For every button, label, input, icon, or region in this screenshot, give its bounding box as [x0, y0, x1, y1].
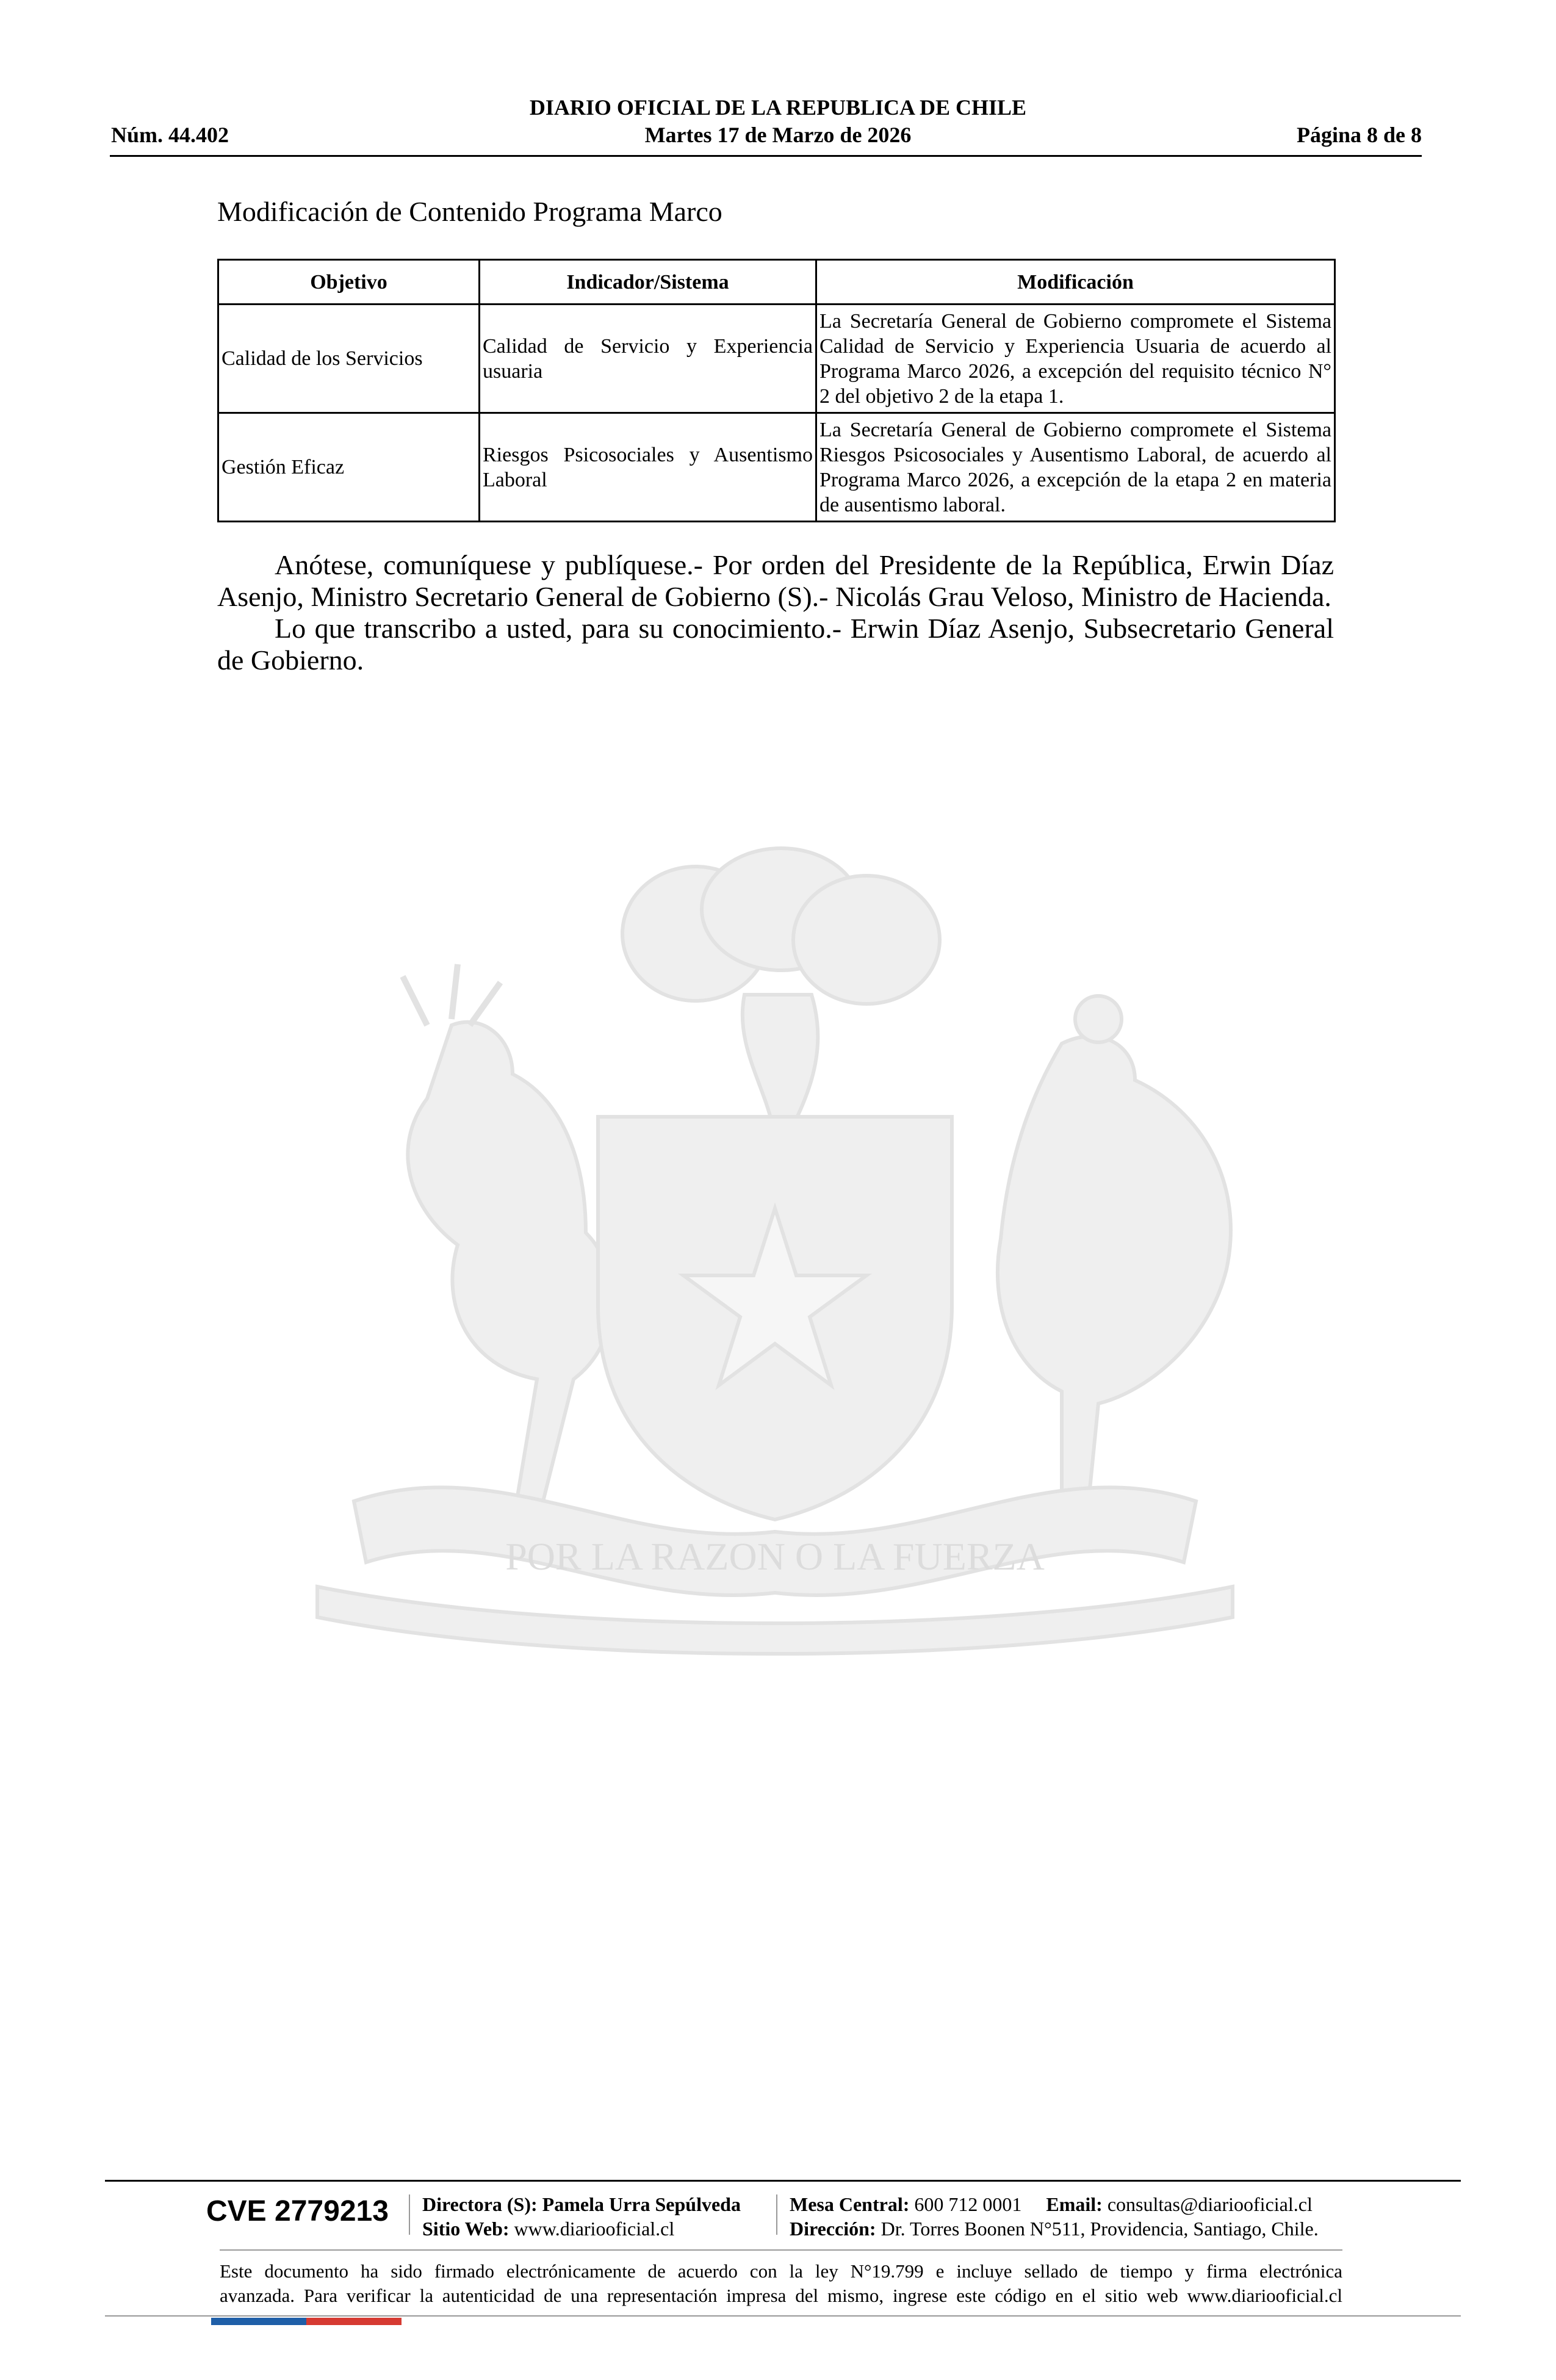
issue-date: Martes 17 de Marzo de 2026	[644, 123, 912, 147]
footer-separator	[409, 2194, 410, 2235]
footer-divider	[220, 2249, 1342, 2251]
address-label: Dirección:	[790, 2218, 876, 2240]
closing-paragraph-1: Anótese, comuníquese y publíquese.- Por orden del Presidente de la República, Erwin Díaz Asenjo, Ministro Secretario General de Gobierno (S).- Nicolás Grau Veloso, Ministro de Hacienda.	[217, 549, 1334, 612]
legal-line-2: avanzada. Para verificar la autenticidad de una representación impresa del mismo, ingrese este código en el sitio web www.diariooficial.cl	[220, 2285, 1342, 2306]
contact-line	[790, 2193, 1313, 2216]
footer-divider	[105, 2315, 1461, 2317]
legal-line-1: Este documento ha sido firmado electrónicamente de acuerdo con la ley N°19.799 e incluye sellado de tiempo y firma electrónica	[220, 2260, 1342, 2282]
modification-table	[217, 259, 1336, 522]
phone-label: Mesa Central:	[790, 2193, 910, 2215]
header-divider	[110, 155, 1422, 157]
flag-bar-blue	[211, 2318, 306, 2325]
cell-modificacion: La Secretaría General de Gobierno compromete el Sistema Riesgos Psicosociales y Ausentismo Laboral, de acuerdo al Programa Marco 2026, a excepción de la etapa 2 en materia de ausentismo laboral.	[816, 413, 1335, 522]
table-row	[218, 413, 1335, 522]
legal-notice	[220, 2259, 1342, 2308]
header-objetivo: Objetivo	[218, 260, 480, 305]
footer-divider	[105, 2180, 1461, 2182]
website-line	[422, 2218, 674, 2240]
address-line	[790, 2218, 1319, 2240]
header-modificacion: Modificación	[816, 260, 1335, 305]
page-number: Página 8 de 8	[1296, 123, 1422, 147]
footer-separator	[776, 2194, 777, 2235]
header-indicador: Indicador/Sistema	[480, 260, 816, 305]
closing-paragraph-2: Lo que transcribo a usted, para su conocimiento.- Erwin Díaz Asenjo, Subsecretario General de Gobierno.	[217, 613, 1334, 676]
website-link[interactable]: www.diariooficial.cl	[514, 2218, 675, 2240]
director-line	[422, 2193, 741, 2216]
flag-bar-red	[306, 2318, 402, 2325]
coat-of-arms-watermark	[195, 842, 1355, 1684]
director-name: Pamela Urra Sepúlveda	[542, 2193, 741, 2215]
crest-motto: POR LA RAZON O LA FUERZA	[505, 1535, 1045, 1578]
cell-indicador: Riesgos Psicosociales y Ausentismo Laboral	[480, 413, 816, 522]
table-header-row	[218, 260, 1335, 305]
phone-number: 600 712 0001	[914, 2193, 1022, 2215]
director-label: Directora (S):	[422, 2193, 538, 2215]
website-label: Sitio Web:	[422, 2218, 510, 2240]
email-link[interactable]: consultas@diariooficial.cl	[1107, 2193, 1313, 2215]
cell-objetivo: Gestión Eficaz	[218, 413, 480, 522]
section-title: Modificación de Contenido Programa Marco	[217, 196, 722, 227]
cell-modificacion: La Secretaría General de Gobierno compromete el Sistema Calidad de Servicio y Experiencia Usuaria de acuerdo al Programa Marco 2026, a excepción del requisito técnico N° 2 del objetivo 2 de la etapa 1.	[816, 305, 1335, 413]
cve-code: CVE 2779213	[206, 2195, 389, 2227]
email-label: Email:	[1046, 2193, 1103, 2215]
closing-text	[217, 549, 1334, 676]
cell-objetivo: Calidad de los Servicios	[218, 305, 480, 413]
journal-title: DIARIO OFICIAL DE LA REPUBLICA DE CHILE	[529, 95, 1027, 120]
issue-number: Núm. 44.402	[111, 123, 229, 147]
address-text: Dr. Torres Boonen N°511, Providencia, Santiago, Chile.	[881, 2218, 1319, 2240]
cell-indicador: Calidad de Servicio y Experiencia usuaria	[480, 305, 816, 413]
table-row	[218, 305, 1335, 413]
